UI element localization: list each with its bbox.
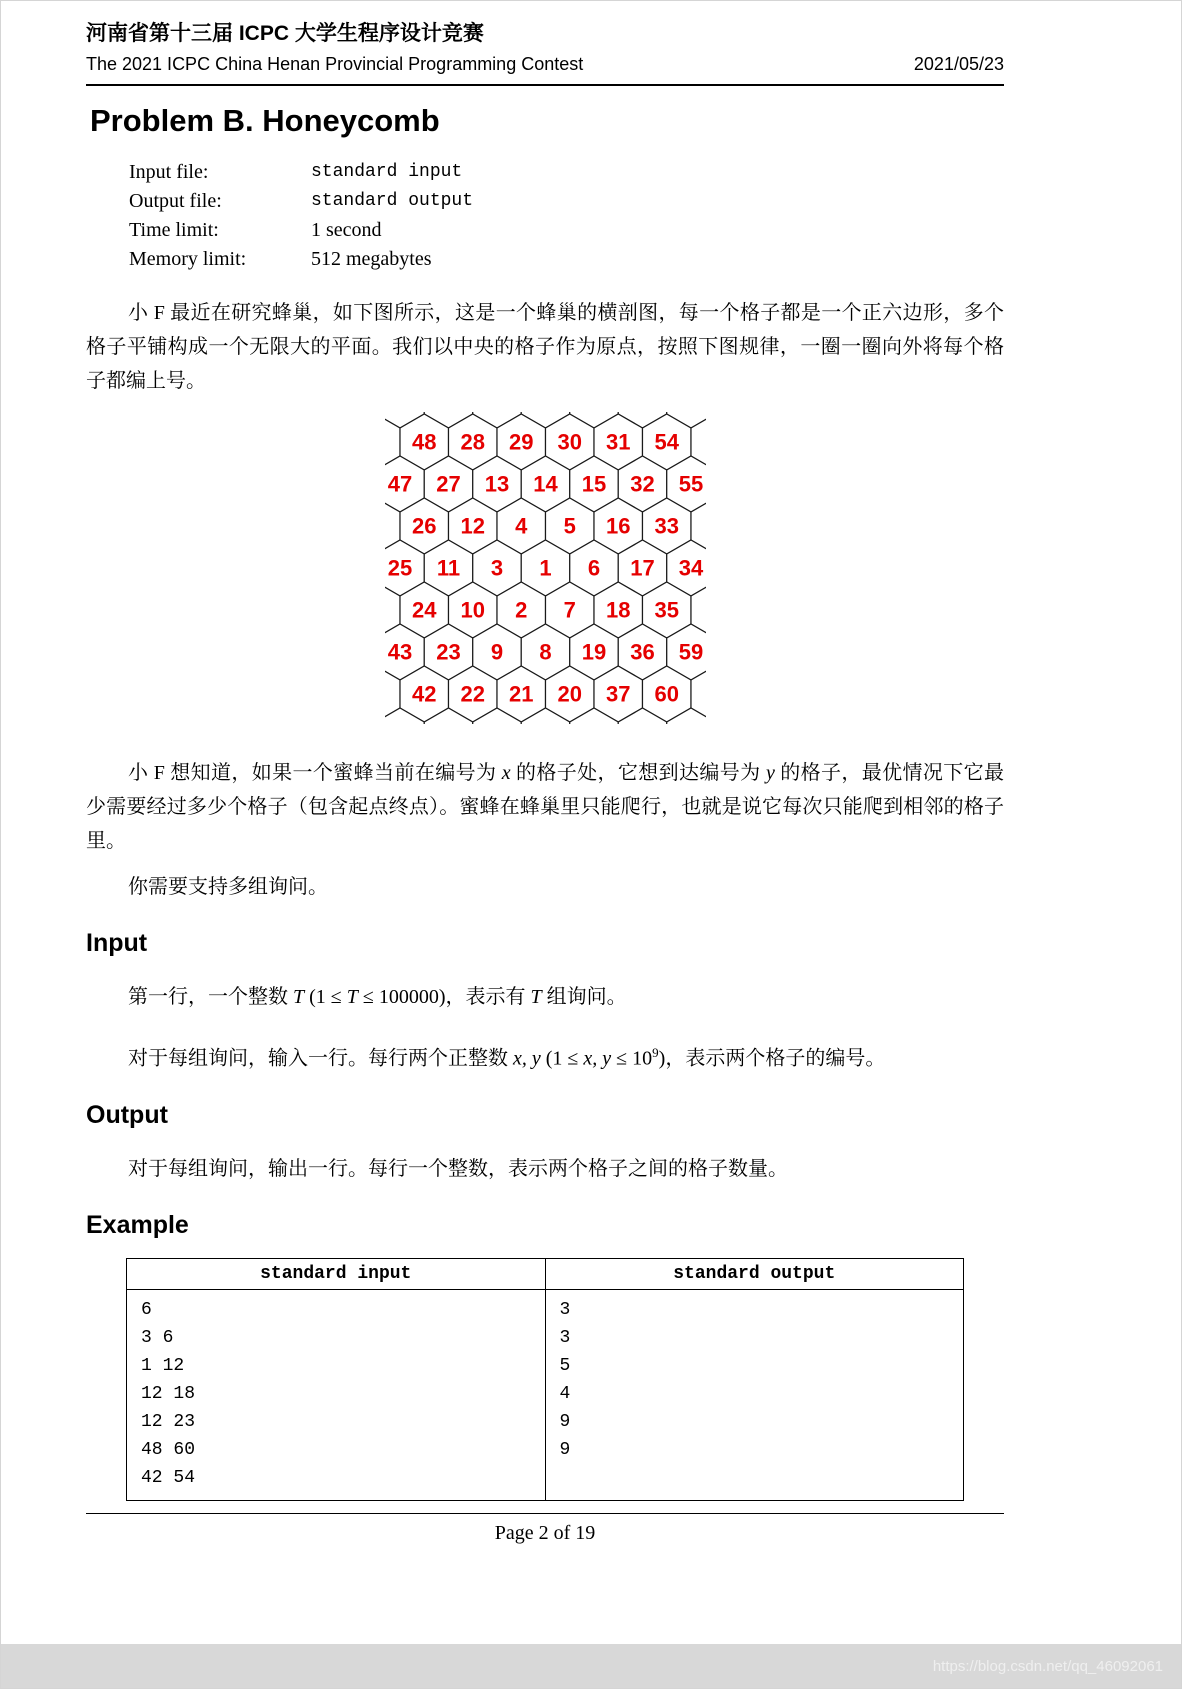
math-segment: y bbox=[765, 762, 775, 784]
example-heading: Example bbox=[86, 1210, 189, 1239]
math-segment: T bbox=[530, 986, 542, 1008]
watermark-url: https://blog.csdn.net/qq_46092061 bbox=[932, 1657, 1163, 1675]
math-segment: T bbox=[346, 986, 358, 1008]
hex-number: 59 bbox=[678, 639, 703, 665]
hex-number: 33 bbox=[654, 513, 679, 539]
input-paragraph-2 bbox=[86, 1036, 1004, 1076]
hex-number: 17 bbox=[629, 555, 655, 581]
example-table-header-row bbox=[127, 1258, 964, 1289]
honeycomb-figure bbox=[86, 412, 1004, 724]
text-segment: 的格子处，它想到达编号为 bbox=[510, 762, 766, 784]
code-line: 4 bbox=[559, 1383, 571, 1404]
code-line: 9 bbox=[559, 1439, 571, 1460]
hex-number: 26 bbox=[411, 513, 436, 539]
example-table-body-row bbox=[127, 1289, 964, 1500]
hex-number: 24 bbox=[411, 597, 436, 623]
meta-row-input-file bbox=[129, 158, 1004, 187]
hex-number: 15 bbox=[581, 471, 606, 497]
text-segment: (1 ≤ bbox=[304, 986, 347, 1008]
hex-number: 37 bbox=[605, 681, 630, 707]
code-line: 5 bbox=[559, 1355, 571, 1376]
code-line: 42 54 bbox=[141, 1467, 196, 1488]
hex-number: 28 bbox=[460, 429, 485, 455]
hex-number: 22 bbox=[460, 681, 485, 707]
meta-value: 512 megabytes bbox=[311, 248, 432, 270]
meta-label: Memory limit: bbox=[129, 248, 247, 270]
hex-number: 60 bbox=[654, 681, 679, 707]
text-segment: 小 F 想知道，如果一个蜜蜂当前在编号为 bbox=[128, 762, 502, 784]
example-input-cell bbox=[127, 1289, 546, 1500]
code-line: 12 23 bbox=[141, 1411, 196, 1432]
code-line: 9 bbox=[559, 1411, 571, 1432]
example-output-cell bbox=[545, 1289, 964, 1500]
hex-number: 31 bbox=[605, 429, 630, 455]
hex-number: 10 bbox=[460, 597, 485, 623]
header-divider bbox=[86, 84, 1004, 86]
hex-number: 1 bbox=[538, 555, 552, 581]
text-segment: 的格子，最优情况下它最少需要经过多少个格子（包含起点终点）。蜜蜂在蜂巢里只能爬行，也就是说它每次只能爬到相邻的格子里。 bbox=[86, 762, 1005, 852]
text-segment: 对于每组询问，输入一行。每行两个正整数 bbox=[128, 1047, 513, 1070]
text-segment: ≤ 10 bbox=[611, 1047, 653, 1070]
code-line: 3 bbox=[559, 1327, 571, 1348]
hex-number: 21 bbox=[508, 681, 533, 707]
document-content bbox=[86, 1, 1004, 1501]
problem-title: Problem B. Honeycomb bbox=[90, 103, 440, 138]
contest-title-cn: 河南省第十三届 ICPC 大学生程序设计竞赛 bbox=[86, 22, 484, 45]
meta-value: standard input bbox=[311, 162, 463, 182]
document-header bbox=[86, 1, 1004, 86]
hex-number: 47 bbox=[387, 471, 412, 497]
hex-number: 3 bbox=[490, 555, 503, 581]
hex-number: 4 bbox=[514, 513, 527, 539]
meta-value: standard output bbox=[311, 191, 474, 211]
hex-number: 5 bbox=[563, 513, 576, 539]
code-line: 3 bbox=[559, 1299, 571, 1320]
code-line: 3 6 bbox=[141, 1327, 174, 1348]
text-segment: 第一行，一个整数 bbox=[128, 986, 293, 1008]
text-segment: 组询问。 bbox=[541, 986, 627, 1008]
output-heading: Output bbox=[86, 1100, 168, 1129]
text-segment: )，表示两个格子的编号。 bbox=[658, 1047, 886, 1070]
hex-number: 18 bbox=[605, 597, 630, 623]
footer-divider bbox=[86, 1513, 1004, 1514]
hex-number: 11 bbox=[436, 555, 460, 581]
statement-paragraph-1: 小 F 最近在研究蜂巢，如下图所示，这是一个蜂巢的横剖图，每一个格子都是一个正六边形，多个格子平铺构成一个无限大的平面。我们以中央的格子作为原点，按照下图规律，一圈一圈向外将每个格子都编上号。 bbox=[86, 302, 1004, 392]
hex-number: 8 bbox=[538, 639, 552, 665]
hex-number: 2 bbox=[514, 597, 527, 623]
header-subrow bbox=[86, 54, 1004, 75]
meta-label: Output file: bbox=[129, 190, 222, 212]
meta-row-output-file bbox=[129, 187, 1004, 216]
code-line: 12 18 bbox=[141, 1383, 196, 1404]
hex-number: 43 bbox=[387, 639, 412, 665]
example-output-header: standard output bbox=[545, 1258, 964, 1289]
meta-row-time-limit bbox=[129, 216, 1004, 245]
hex-number: 16 bbox=[605, 513, 630, 539]
text-segment: 9 bbox=[652, 1045, 659, 1060]
meta-value: 1 second bbox=[311, 219, 382, 241]
hex-number: 34 bbox=[678, 555, 703, 581]
example-input-header: standard input bbox=[127, 1258, 546, 1289]
hex-number: 48 bbox=[411, 429, 436, 455]
hex-number: 7 bbox=[563, 597, 576, 623]
hex-number: 23 bbox=[435, 639, 461, 665]
hex-number: 19 bbox=[581, 639, 606, 665]
statement-paragraph-2 bbox=[86, 756, 1004, 858]
hex-number: 12 bbox=[460, 513, 485, 539]
output-paragraph-1: 对于每组询问，输出一行。每行一个整数，表示两个格子之间的格子数量。 bbox=[128, 1157, 788, 1180]
meta-label: Time limit: bbox=[129, 219, 219, 241]
hex-number: 54 bbox=[654, 429, 679, 455]
math-segment: x bbox=[501, 762, 511, 784]
math-segment: T bbox=[293, 986, 305, 1008]
hex-number: 14 bbox=[532, 471, 558, 497]
meta-row-memory-limit bbox=[129, 245, 1004, 274]
hex-number: 20 bbox=[557, 681, 582, 707]
hex-number: 25 bbox=[387, 555, 412, 581]
input-paragraph-1 bbox=[86, 980, 1004, 1014]
contest-date: 2021/05/23 bbox=[913, 54, 1004, 74]
example-table bbox=[126, 1258, 964, 1501]
honeycomb-diagram bbox=[385, 412, 706, 724]
watermark-bar bbox=[1, 1644, 1181, 1688]
math-segment: x, y bbox=[583, 1047, 612, 1070]
code-line: 6 bbox=[141, 1299, 152, 1320]
hex-number: 29 bbox=[508, 429, 533, 455]
hex-number: 55 bbox=[678, 471, 703, 497]
input-heading: Input bbox=[86, 929, 148, 957]
hex-number: 42 bbox=[411, 681, 436, 707]
contest-title-en: The 2021 ICPC China Henan Provincial Programming Contest bbox=[86, 54, 584, 74]
text-segment: ≤ 100000)，表示有 bbox=[357, 986, 531, 1008]
hex-number: 6 bbox=[587, 555, 600, 581]
code-line: 1 12 bbox=[141, 1355, 185, 1376]
statement-paragraph-3: 你需要支持多组询问。 bbox=[128, 876, 328, 898]
math-segment: x, y bbox=[513, 1047, 541, 1070]
hex-number: 35 bbox=[654, 597, 679, 623]
problem-meta bbox=[129, 158, 1004, 274]
hex-number: 32 bbox=[629, 471, 655, 497]
hex-number: 13 bbox=[484, 471, 509, 497]
hex-number: 9 bbox=[490, 639, 503, 665]
text-segment: (1 ≤ bbox=[540, 1047, 584, 1070]
hex-number: 36 bbox=[629, 639, 655, 665]
hex-number: 27 bbox=[435, 471, 461, 497]
page-number: Page 2 of 19 bbox=[494, 1522, 596, 1544]
hex-number: 30 bbox=[557, 429, 582, 455]
meta-label: Input file: bbox=[129, 161, 209, 183]
code-line: 48 60 bbox=[141, 1439, 196, 1460]
document-footer bbox=[86, 1513, 1004, 1545]
